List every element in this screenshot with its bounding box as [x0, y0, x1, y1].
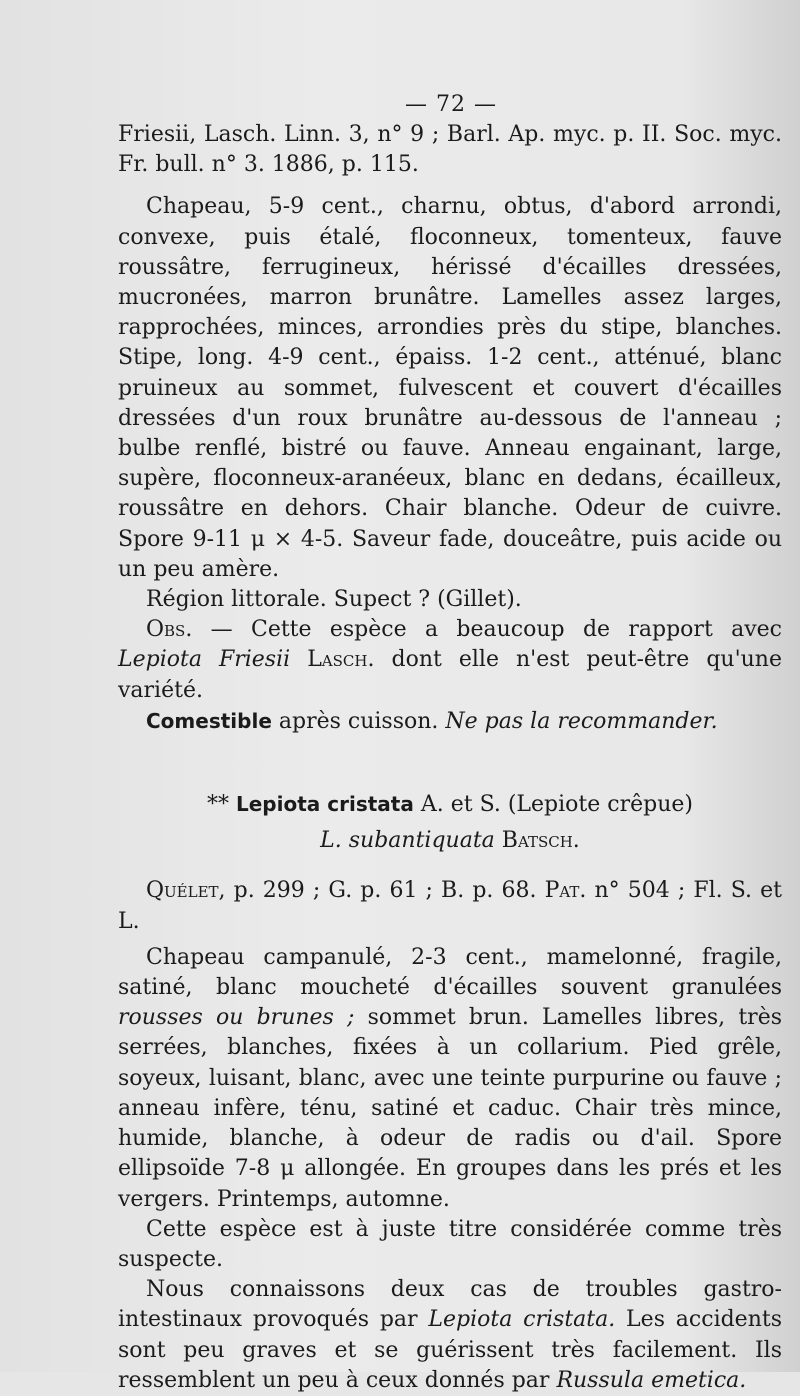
friesii-reference: Friesii, Lasch. Linn. 3, n° 9 ; Barl. Ap. myc. p. II. Soc. myc. Fr. bull. n° 3. 1886, p. 115. [118, 122, 782, 178]
cases-russula: Russula emetica. [556, 1367, 747, 1393]
friesii-description: Chapeau, 5-9 cent., charnu, obtus, d'abord arrondi, convexe, puis étalé, floconneux, tomenteux, fauve roussâtre, ferrugineux, hérissé d'écailles dressées, mucronées, marron brunâtre. Lamelles assez larges, rapprochées, minces, arrondies près du stipe, blanches. Stipe, long. 4-9 cent., épaiss. 1-2 cent., atténué, blanc pruineux au sommet, fulvescent et couvert d'écailles dressées d'un roux brunâtre au-dessous de l'anneau ; bulbe renflé, bistré ou fauve. Anneau engainant, large, supère, floconneux-aranéeux, blanc en dedans, écailleux, roussâtre en dehors. Chair blanche. Odeur de cuivre. Spore 9-11 μ × 4-5. Saveur fade, douceâtre, puis acide ou un peu amère. [118, 194, 782, 582]
cristata-reference [118, 876, 782, 936]
edible-text: après cuisson. [271, 708, 446, 734]
friesii-edibility [118, 706, 782, 737]
obs-species: Lepiota Friesii [118, 647, 291, 673]
ref-quelet: Quélet [146, 878, 219, 904]
cristata-cases [118, 1275, 782, 1396]
friesii-observation [118, 615, 782, 706]
ref-pages: , p. 299 ; G. p. 61 ; B. p. 68. [218, 878, 545, 904]
cristata-heading [118, 789, 782, 820]
ref-pat: Pat. [544, 878, 587, 904]
page-number: — 72 — [405, 92, 497, 117]
synonym-name: L. subantiquata [320, 828, 495, 854]
heading-species: Lepiota cristata [236, 792, 414, 817]
desc-part-1: Chapeau campanulé, 2-3 cent., mamelonné, fragile, satiné, blanc moucheté d'écailles souvent granulées [118, 944, 782, 1001]
cristata-description [118, 943, 782, 1215]
synonym-author: Batsch. [494, 828, 580, 854]
obs-text-1: — Cette espèce a beaucoup de rapport avec [192, 617, 782, 643]
friesii-region: Région littorale. Supect ? (Gillet). [146, 587, 522, 613]
obs-author: Lasch. [290, 647, 375, 673]
cristata-synonym [118, 826, 782, 856]
obs-text-2: dont elle n'est peut-être qu'une variété. [118, 647, 782, 703]
page-body [118, 120, 782, 1396]
heading-rest: A. et S. (Lepiote crêpue) [413, 792, 693, 818]
desc-italic: rousses ou brunes ; [118, 1005, 355, 1031]
ref-rest: n° 504 ; Fl. S. et L. [118, 878, 782, 934]
edible-warning: Ne pas la recommander. [445, 708, 718, 734]
cases-part-1: Nous connaissons deux cas de troubles gastro-intestinaux provoqués par [118, 1277, 782, 1333]
cases-part-2: Les accidents sont peu graves et se guérissent très facilement. Ils ressemblent un peu à ceux donnés par [118, 1307, 783, 1393]
cristata-suspect: Cette espèce est à juste titre considérée comme très suspecte. [118, 1216, 782, 1272]
cases-species: Lepiota cristata. [428, 1307, 616, 1333]
heading-stars: ** [207, 792, 229, 818]
obs-label: Obs. [146, 617, 193, 643]
edible-label: Comestible [146, 708, 272, 733]
desc-part-2: sommet brun. Lamelles libres, très serrées, blanches, fixées à un collarium. Pied grêle, soyeux, luisant, blanc, avec une teinte purpurine ou fauve ; anneau infère, ténu, satiné et caduc. Chair très mince, humide, blanche, à odeur de radis ou d'ail. Spore ellipsoïde 7-8 μ allongée. En groupes dans les prés et les vergers. Printemps, automne. [118, 1005, 782, 1212]
